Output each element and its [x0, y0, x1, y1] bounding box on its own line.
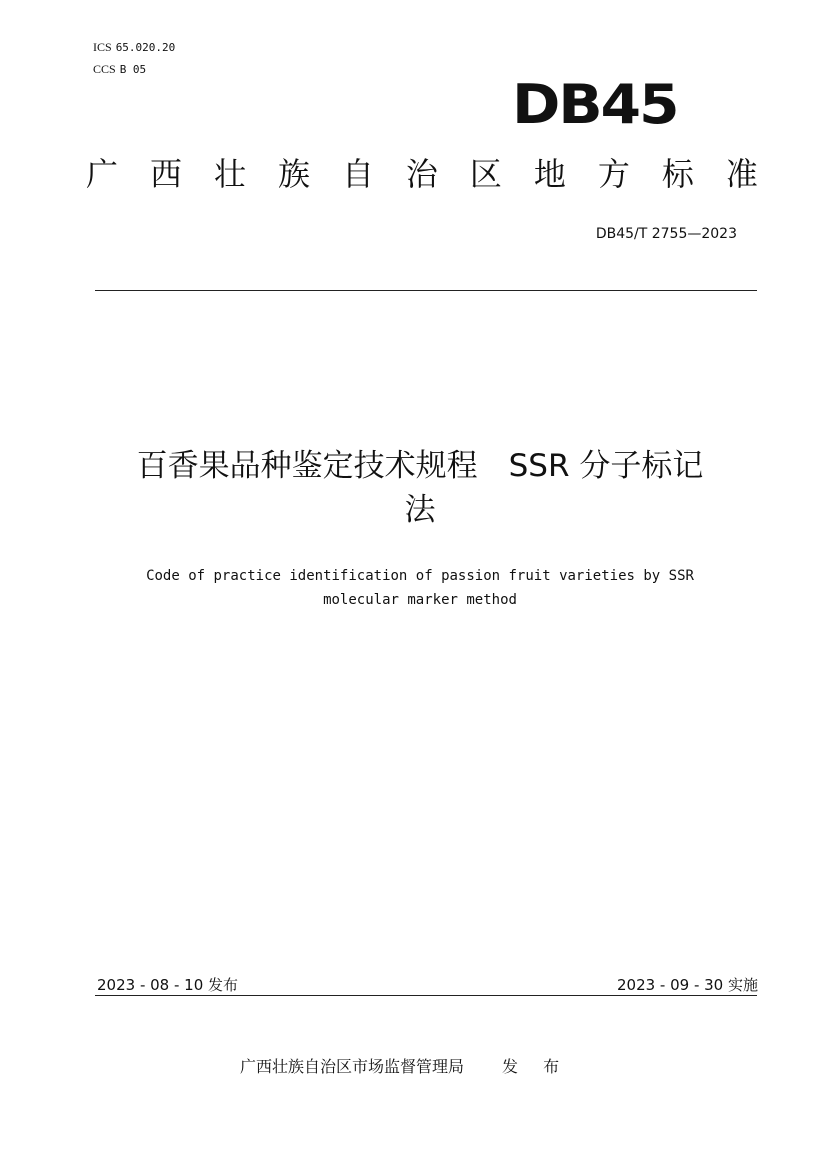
standard-category-char: 广	[86, 155, 119, 193]
ccs-code: B 05	[119, 63, 147, 76]
document-number: DB45/T 2755—2023	[595, 226, 737, 242]
chinese-title-line-2: 法	[404, 492, 436, 528]
ics-label: ICS	[93, 40, 112, 54]
standard-category-char: 治	[405, 155, 438, 193]
ccs-label: CCS	[93, 62, 116, 76]
ics-code: 65.020.20	[115, 41, 176, 54]
chinese-title-line-1: 百香果品种鉴定技术规程 SSR 分子标记	[136, 448, 704, 484]
standard-category-char: 标	[661, 155, 694, 193]
footer-divider	[95, 995, 757, 996]
ics-line	[93, 40, 175, 55]
standard-category-char: 方	[597, 155, 630, 193]
effective-date: 2023 - 09 - 30 实施	[616, 976, 758, 994]
publisher-line	[240, 1054, 569, 1077]
header-divider	[95, 290, 757, 291]
standard-category-char: 区	[469, 155, 502, 193]
standard-category-char: 自	[341, 155, 374, 193]
standard-logo: DB45	[512, 73, 678, 136]
publish-date: 2023 - 08 - 10 发布	[97, 976, 239, 994]
standard-category-char: 族	[277, 155, 310, 193]
standard-category-char: 西	[149, 155, 182, 193]
english-title	[90, 564, 750, 612]
standard-category-char: 准	[725, 155, 758, 193]
standard-category-char: 地	[533, 155, 566, 193]
publisher-name: 广西壮族自治区市场监督管理局	[240, 1057, 465, 1076]
english-title-line-1: Code of practice identification of passion fruit varieties by SSR	[146, 568, 694, 584]
standard-category-char: 壮	[213, 155, 246, 193]
publish-action: 发 布	[502, 1057, 570, 1076]
chinese-title	[90, 444, 750, 532]
ccs-line	[93, 62, 146, 77]
standard-category-title	[86, 155, 758, 193]
english-title-line-2: molecular marker method	[323, 592, 517, 608]
